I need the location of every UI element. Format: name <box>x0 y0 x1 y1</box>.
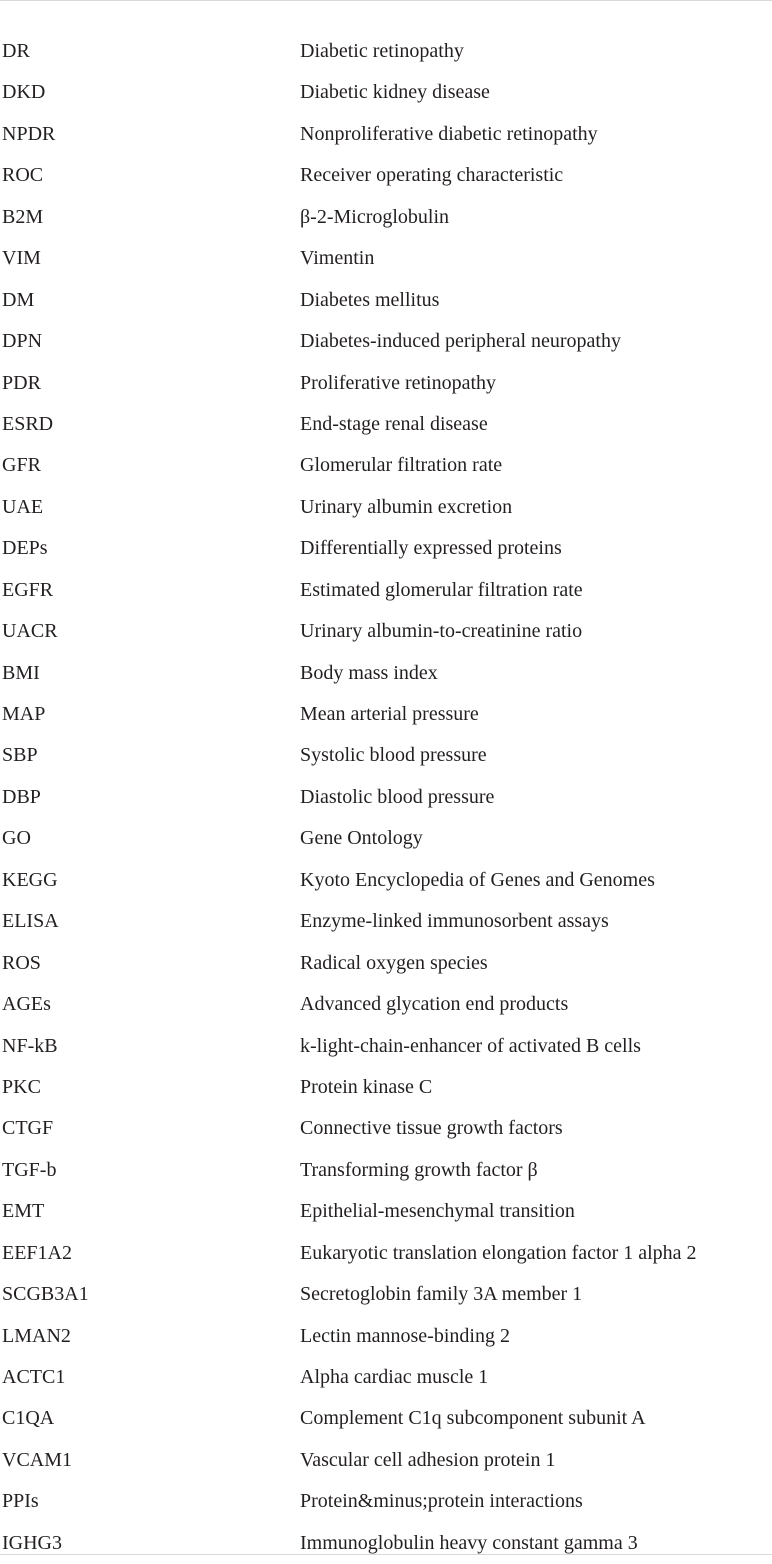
abbreviation: NPDR <box>2 122 56 145</box>
definition: Immunoglobulin heavy constant gamma 3 <box>300 1531 638 1554</box>
definition: Diastolic blood pressure <box>300 785 495 808</box>
table-row <box>0 238 772 279</box>
table-row <box>0 197 772 238</box>
table-row <box>0 611 772 652</box>
abbreviation: PDR <box>2 371 41 394</box>
abbreviation: DEPs <box>2 537 48 560</box>
table-row <box>0 487 772 528</box>
definition: Vimentin <box>300 247 375 270</box>
table-row <box>0 1481 772 1522</box>
abbreviation: ELISA <box>2 910 59 933</box>
table-row <box>0 818 772 859</box>
abbreviation: B2M <box>2 205 44 228</box>
abbreviation: SBP <box>2 744 38 767</box>
definition: Vascular cell adhesion protein 1 <box>300 1448 556 1471</box>
abbreviation: DR <box>2 40 30 62</box>
definition: Diabetic retinopathy <box>300 40 464 62</box>
abbreviation: PKC <box>2 1075 41 1098</box>
abbreviation: DPN <box>2 330 43 353</box>
definition: Complement C1q subcomponent subunit A <box>300 1407 646 1430</box>
abbreviation: NF-kB <box>2 1034 58 1057</box>
abbreviation: EEF1A2 <box>2 1241 72 1264</box>
abbreviation: DBP <box>2 785 41 808</box>
table-row <box>0 363 772 404</box>
abbreviation: KEGG <box>2 868 58 891</box>
table-row <box>0 1274 772 1315</box>
definition: Glomerular filtration rate <box>300 454 503 477</box>
definition: Estimated glomerular filtration rate <box>300 578 583 601</box>
table-row <box>0 1523 772 1564</box>
definition: Receiver operating characteristic <box>300 164 564 187</box>
abbreviation: C1QA <box>2 1407 55 1430</box>
abbreviation: VCAM1 <box>2 1448 73 1471</box>
table-row <box>0 321 772 362</box>
abbreviation: ROS <box>2 951 41 974</box>
definition: Advanced glycation end products <box>300 993 569 1016</box>
definition: Epithelial-mesenchymal transition <box>300 1200 575 1223</box>
table-row <box>0 1398 772 1439</box>
abbreviation: ESRD <box>2 412 54 435</box>
definition: Alpha cardiac muscle 1 <box>300 1366 489 1388</box>
table-row <box>0 901 772 942</box>
definition: Body mass index <box>300 661 438 684</box>
table-row <box>0 1357 772 1398</box>
abbreviation: LMAN2 <box>2 1324 71 1347</box>
definition: Protein kinase C <box>300 1075 433 1098</box>
abbreviation: BMI <box>2 661 40 684</box>
table-row <box>0 1233 772 1274</box>
abbreviation: UACR <box>2 620 58 643</box>
abbreviation: DM <box>2 288 35 311</box>
table-row <box>0 114 772 155</box>
abbreviation: AGEs <box>2 993 51 1016</box>
abbreviation: VIM <box>2 247 41 270</box>
table-row <box>0 653 772 694</box>
definition: Systolic blood pressure <box>300 744 487 767</box>
table-row <box>0 72 772 113</box>
definition: Urinary albumin-to-creatinine ratio <box>300 620 583 643</box>
abbreviation-table <box>0 31 772 1564</box>
definition: Transforming growth factor β <box>300 1158 538 1181</box>
table-row <box>0 694 772 735</box>
definition: Connective tissue growth factors <box>300 1117 563 1140</box>
table-row <box>0 570 772 611</box>
bottom-rule <box>0 1554 772 1555</box>
table-row <box>0 528 772 569</box>
definition: Secretoglobin family 3A member 1 <box>300 1283 583 1306</box>
table-row <box>0 860 772 901</box>
table-row <box>0 404 772 445</box>
definition: k-light-chain-enhancer of activated B cells <box>300 1034 641 1057</box>
table-row <box>0 445 772 486</box>
abbreviation: TGF-b <box>2 1158 57 1181</box>
abbreviation: IGHG3 <box>2 1531 62 1554</box>
abbreviation: GO <box>2 827 31 850</box>
table-row <box>0 1026 772 1067</box>
table-row <box>0 280 772 321</box>
definition: Diabetes-induced peripheral neuropathy <box>300 330 621 353</box>
definition: Kyoto Encyclopedia of Genes and Genomes <box>300 868 655 891</box>
definition: Radical oxygen species <box>300 951 488 974</box>
definition: Nonproliferative diabetic retinopathy <box>300 122 598 145</box>
abbreviation: ROC <box>2 164 44 187</box>
abbreviation: PPIs <box>2 1490 39 1513</box>
definition: Lectin mannose-binding 2 <box>300 1324 510 1347</box>
abbreviation: SCGB3A1 <box>2 1283 89 1306</box>
definition: Diabetic kidney disease <box>300 81 490 104</box>
abbreviation: UAE <box>2 495 44 518</box>
abbreviation: EMT <box>2 1200 45 1223</box>
table-row <box>0 1316 772 1357</box>
table-row <box>0 155 772 196</box>
definition: Gene Ontology <box>300 827 423 850</box>
definition: Protein&minus;protein interactions <box>300 1490 583 1513</box>
abbreviation: MAP <box>2 703 46 725</box>
abbreviation: DKD <box>2 81 46 104</box>
table-row <box>0 777 772 818</box>
table-row <box>0 1440 772 1481</box>
table-row <box>0 735 772 776</box>
table-row <box>0 1067 772 1108</box>
abbreviation: EGFR <box>2 578 54 601</box>
definition: End-stage renal disease <box>300 412 488 435</box>
abbreviation: GFR <box>2 454 41 477</box>
top-rule <box>0 0 772 1</box>
table-row <box>0 943 772 984</box>
table-row <box>0 1191 772 1232</box>
table-row <box>0 1150 772 1191</box>
table-row <box>0 1108 772 1149</box>
definition: Eukaryotic translation elongation factor 1 alpha 2 <box>300 1241 697 1264</box>
table-row <box>0 984 772 1025</box>
definition: Diabetes mellitus <box>300 288 440 311</box>
definition: Enzyme-linked immunosorbent assays <box>300 910 609 933</box>
definition: Proliferative retinopathy <box>300 371 497 394</box>
definition: β-2-Microglobulin <box>300 205 450 228</box>
definition: Differentially expressed proteins <box>300 537 562 560</box>
abbreviation: ACTC1 <box>2 1366 66 1388</box>
abbreviation: CTGF <box>2 1117 54 1140</box>
definition: Urinary albumin excretion <box>300 495 513 518</box>
definition: Mean arterial pressure <box>300 703 479 725</box>
table-row <box>0 31 772 72</box>
